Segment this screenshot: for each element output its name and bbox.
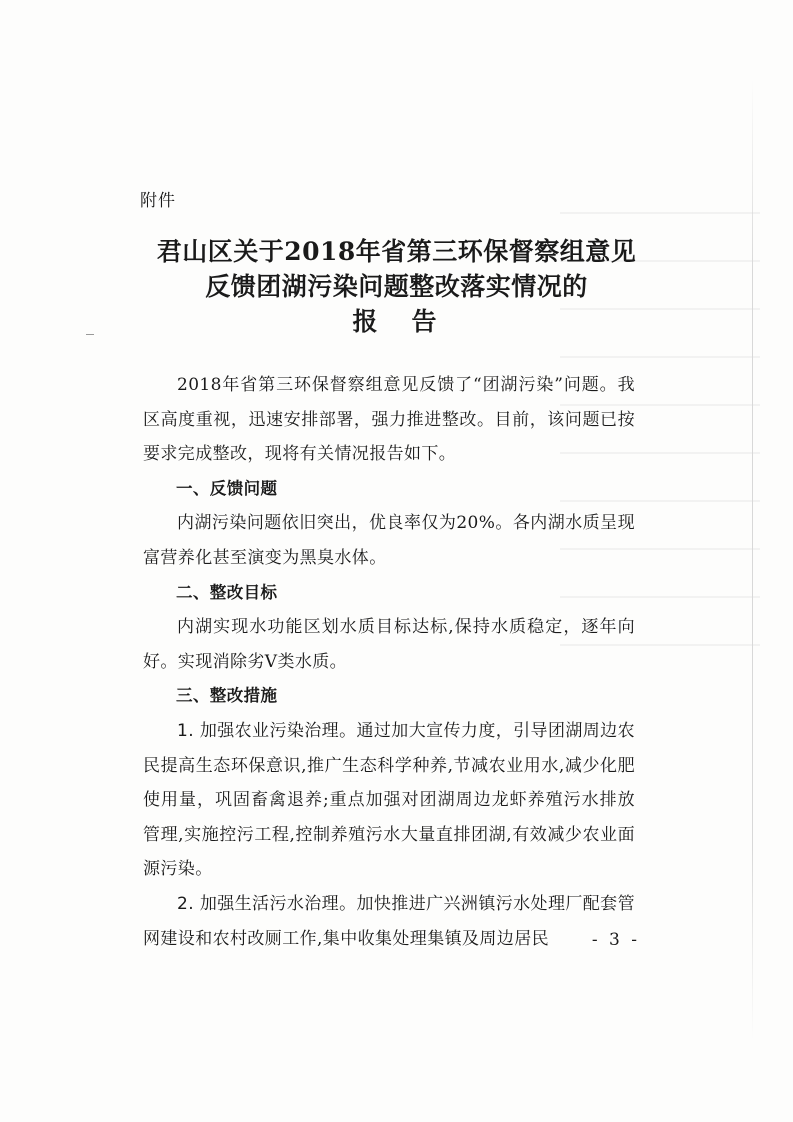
title-line-3: 报告 [352, 307, 471, 336]
measure-item-1 [143, 714, 635, 887]
section-text-goal: 内湖实现水功能区划水质目标达标,保持水质稳定，逐年向好。实现消除劣V类水质。 [143, 617, 635, 672]
section-text-feedback: 内湖污染问题依旧突出，优良率仅为20%。各内湖水质呈现富营养化甚至演变为黑臭水体。 [143, 513, 635, 568]
section-heading-goal: 二、整改目标 [176, 582, 278, 602]
title-line-2: 反馈团湖污染问题整改落实情况的 [205, 272, 588, 301]
document-title [0, 234, 793, 339]
section-heading-measures: 三、整改措施 [176, 686, 278, 706]
measure-item-2-text: 加快推进广兴洲镇污水处理厂配套管网建设和农村改厕工作,集中收集处理集镇及周边居民 [143, 893, 635, 949]
measure-item-2-lead: 2. 加强生活污水治理。 [177, 893, 357, 914]
intro-paragraph: 2018年省第三环保督察组意见反馈了“团湖污染”问题。我区高度重视，迅速安排部署，强力推进整改。目前，该问题已按要求完成整改，现将有关情况报告如下。 [143, 375, 635, 465]
page-number: - 3 - [591, 930, 640, 950]
measure-item-1-lead: 1. 加强农业污染治理。 [177, 720, 357, 741]
title-line-1: 君山区关于2018年省第三环保督察组意见 [156, 237, 637, 266]
measure-item-1-text: 通过加大宣传力度，引导团湖周边农民提高生态环保意识,推广生态科学种养,节减农业用水,减少化肥使用量，巩固畜禽退养;重点加强对团湖周边龙虾养殖污水排放管理,实施控污工程,控制养殖污水大量直排团湖,有效减少农业面源污染。 [143, 720, 635, 880]
page-edge-line [752, 80, 753, 1040]
attachment-label: 附件 [140, 191, 176, 211]
document-body [143, 368, 635, 956]
section-heading-feedback: 一、反馈问题 [176, 478, 278, 498]
